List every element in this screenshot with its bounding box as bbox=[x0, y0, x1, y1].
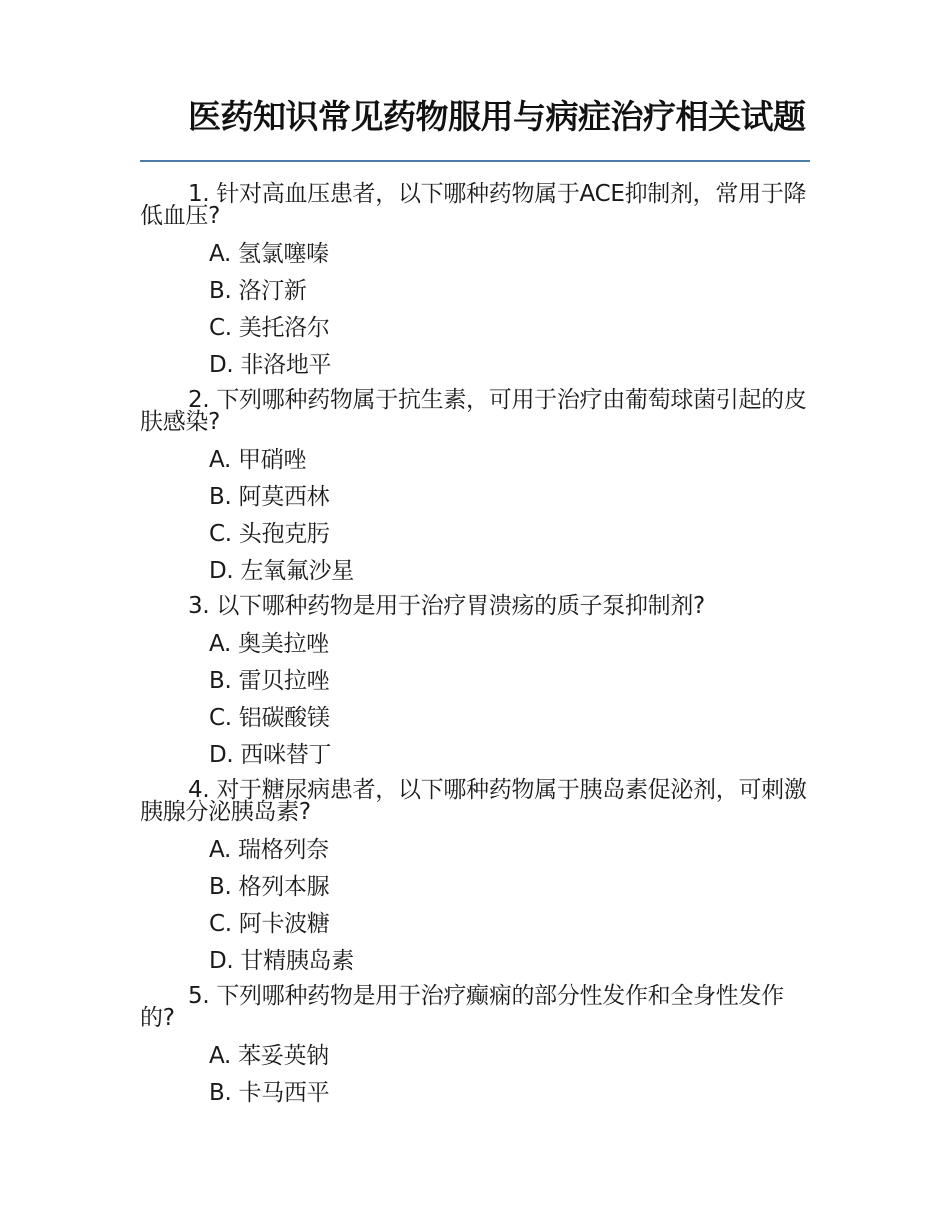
question-list bbox=[140, 178, 810, 1112]
option-b: B. 洛汀新 bbox=[209, 278, 307, 304]
question-text: 5. 下列哪种药物是用于治疗癫痫的部分性发作和全身性发作的? bbox=[140, 983, 784, 1031]
option-d: D. 西咪替丁 bbox=[209, 742, 332, 768]
question-text: 1. 针对高血压患者，以下哪种药物属于ACE抑制剂，常用于降低血压? bbox=[140, 181, 807, 229]
document-title: 医药知识常见药物服用与病症治疗相关试题 bbox=[188, 97, 806, 136]
option-d: D. 甘精胰岛素 bbox=[209, 948, 354, 974]
option-b: B. 格列本脲 bbox=[209, 874, 330, 900]
question-item bbox=[140, 774, 810, 980]
option-b: B. 阿莫西林 bbox=[209, 484, 330, 510]
option-a: A. 奥美拉唑 bbox=[209, 631, 329, 657]
option-c: C. 阿卡波糖 bbox=[209, 911, 330, 937]
option-c: C. 头孢克肟 bbox=[209, 521, 330, 547]
option-a: A. 苯妥英钠 bbox=[209, 1043, 329, 1069]
question-text: 2. 下列哪种药物属于抗生素，可用于治疗由葡萄球菌引起的皮肤感染? bbox=[140, 387, 807, 435]
option-c: C. 铝碳酸镁 bbox=[209, 705, 330, 731]
question-item bbox=[140, 178, 810, 384]
option-a: A. 瑞格列奈 bbox=[209, 837, 329, 863]
question-item bbox=[140, 384, 810, 590]
option-d: D. 左氧氟沙星 bbox=[209, 558, 354, 584]
option-a: A. 氢氯噻嗪 bbox=[209, 241, 329, 267]
question-text: 3. 以下哪种药物是用于治疗胃溃疡的质子泵抑制剂? bbox=[188, 593, 705, 619]
option-c: C. 美托洛尔 bbox=[209, 315, 330, 341]
option-b: B. 卡马西平 bbox=[209, 1080, 330, 1106]
option-a: A. 甲硝唑 bbox=[209, 447, 307, 473]
question-item bbox=[140, 980, 810, 1112]
option-d: D. 非洛地平 bbox=[209, 352, 332, 378]
option-b: B. 雷贝拉唑 bbox=[209, 668, 330, 694]
question-text: 4. 对于糖尿病患者，以下哪种药物属于胰岛素促泌剂，可刺激胰腺分泌胰岛素? bbox=[140, 777, 807, 825]
title-underline bbox=[140, 160, 810, 162]
question-item bbox=[140, 590, 810, 774]
